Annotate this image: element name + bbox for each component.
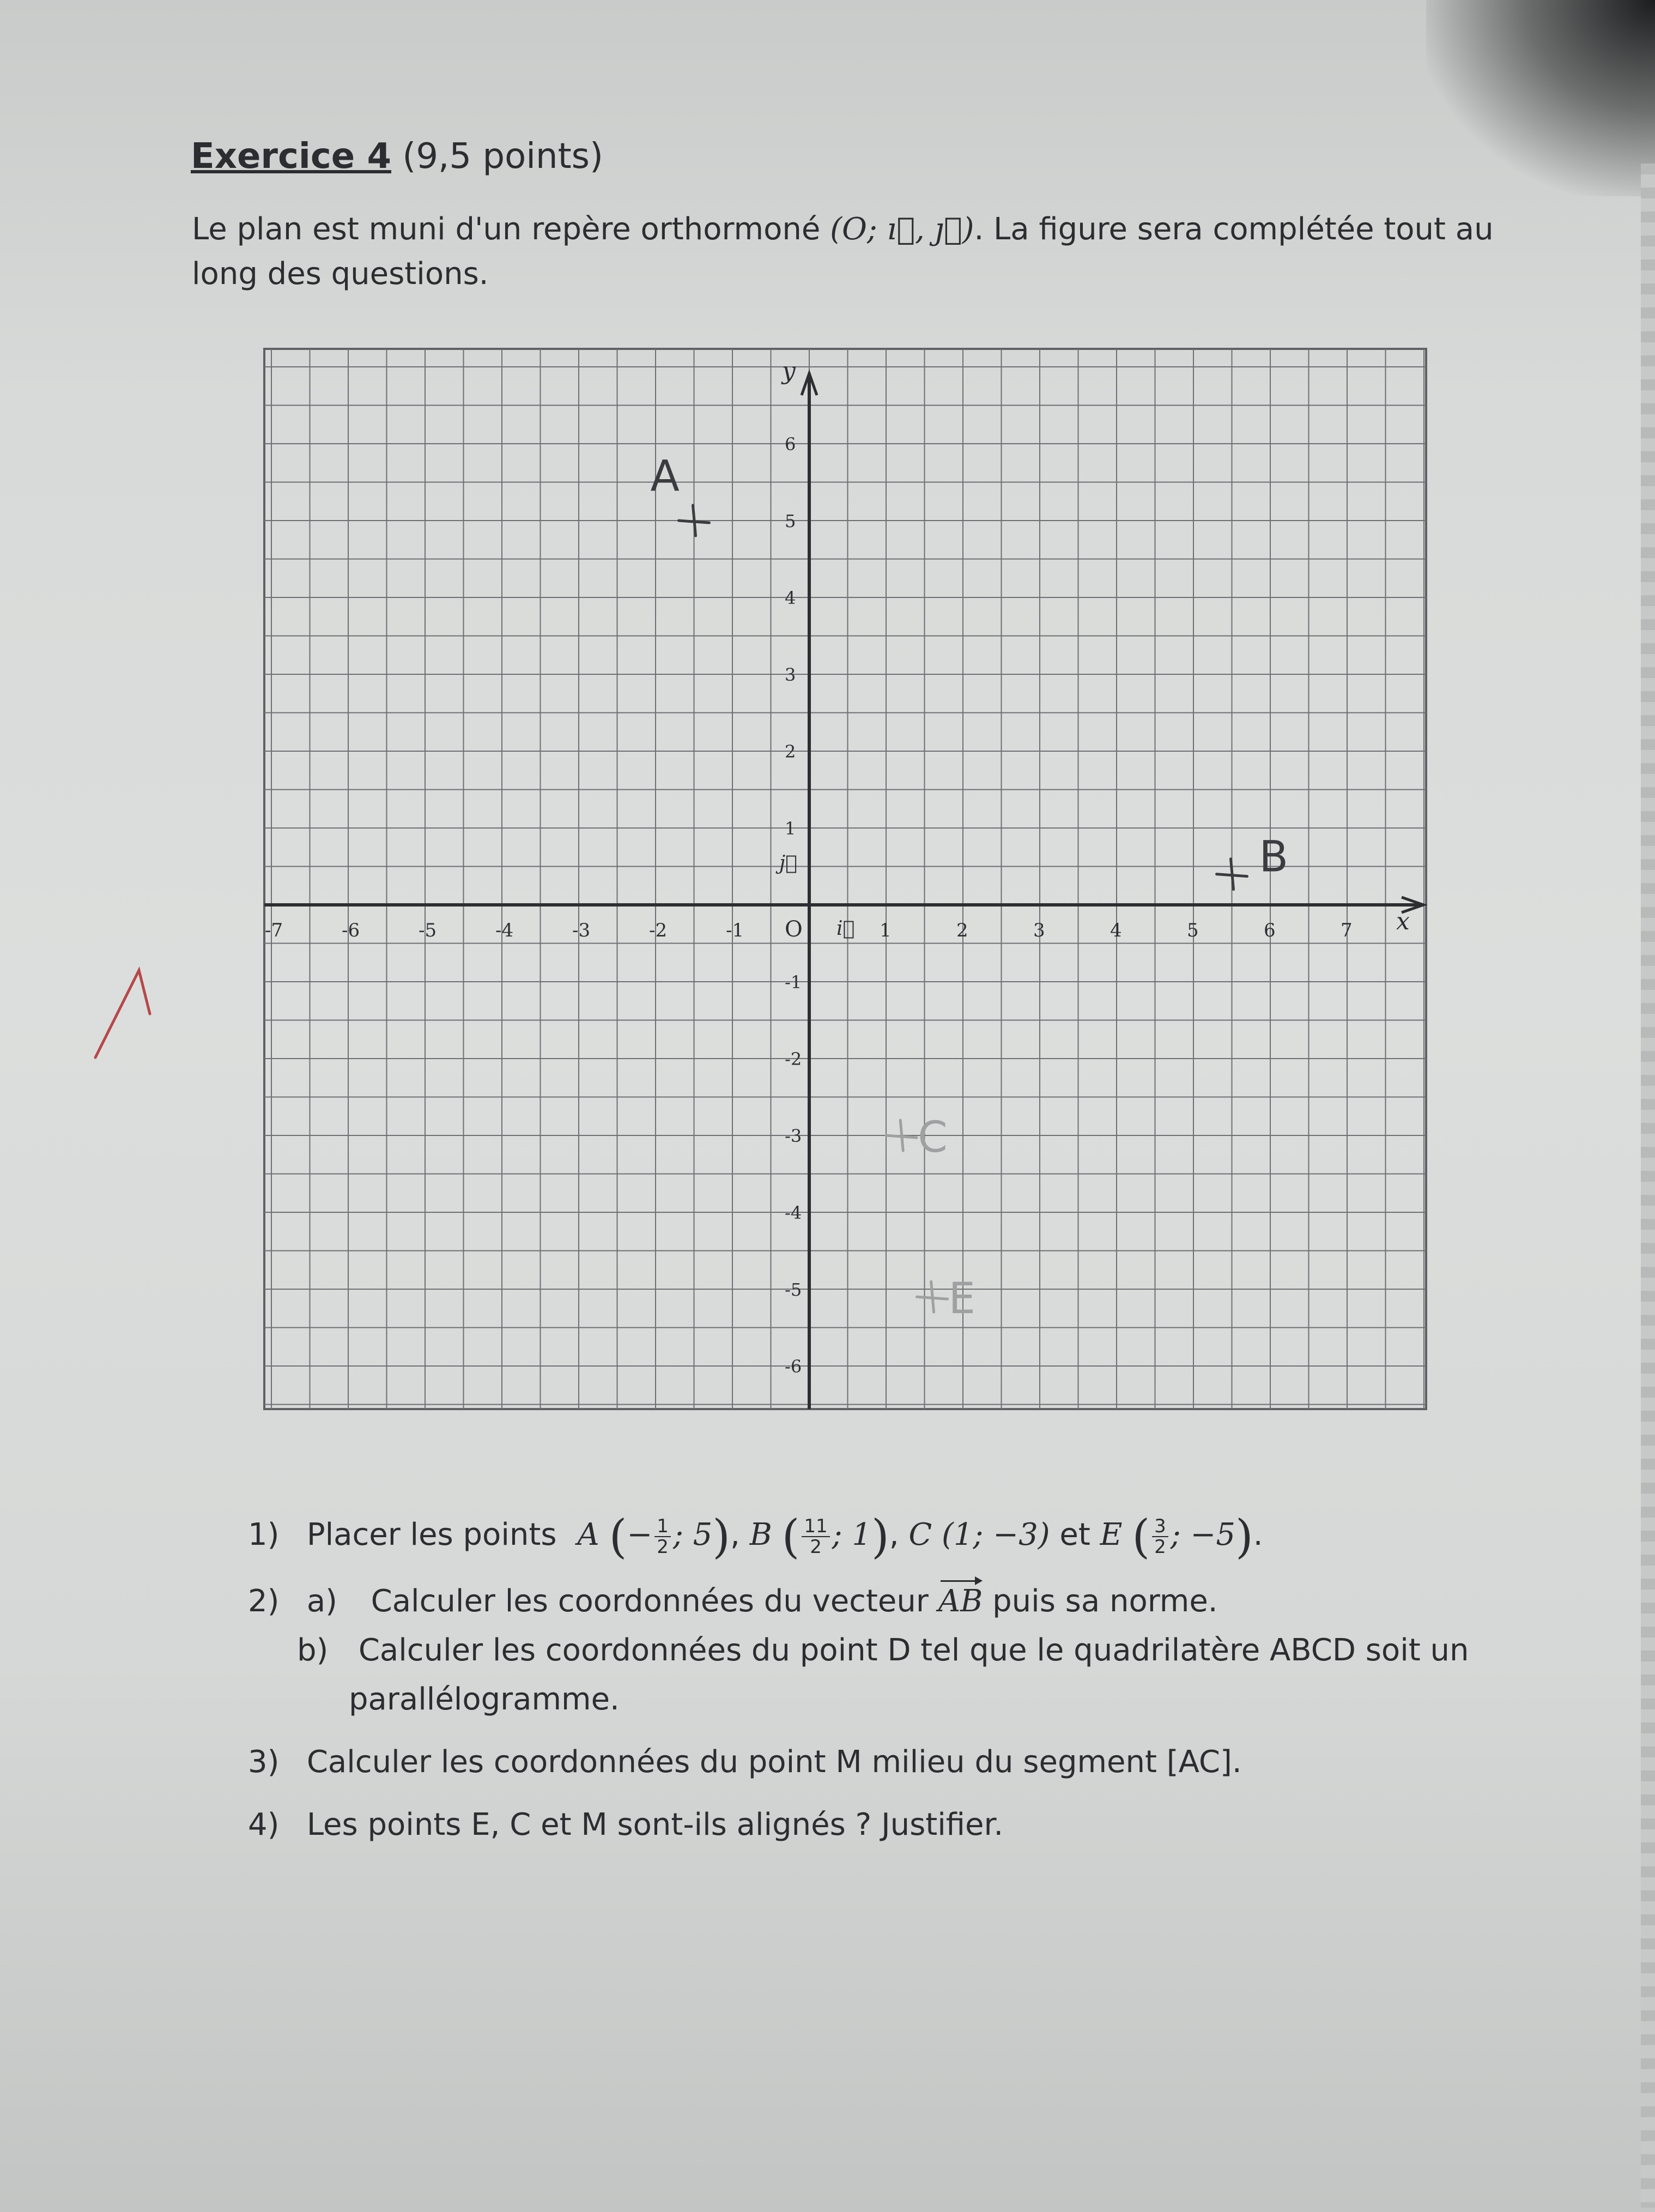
q1-A-den: 2 [657,1536,669,1558]
intro-text-before: Le plan est muni d'un repère orthormoné [192,211,821,247]
q1-B-rest: ; 1 [832,1517,871,1553]
i-vector-label: i⃗ [836,917,855,940]
paren-open: ( [781,1510,800,1563]
q3-number: 3) [248,1744,280,1780]
q1-E-rest: ; −5 [1170,1517,1235,1553]
x-tick-label: 7 [1341,920,1353,941]
q2a-text-after: puis sa norme. [992,1584,1218,1619]
paren-close: ) [1235,1510,1253,1563]
y-axis-label: y [782,357,796,385]
x-tick-label: 4 [1110,920,1122,941]
question-2b-continued [349,1682,620,1717]
y-tick-label: 6 [785,434,796,455]
y-tick-label: -5 [785,1279,802,1300]
grid-lines [264,349,1426,1409]
j-vector-label: j⃗ [779,852,797,874]
handwritten-marks [651,452,1289,1323]
x-tick-label: -7 [265,920,283,941]
q1-text: Placer les points [306,1517,557,1553]
origin-label: O [785,917,803,942]
exercise-number: Exercice 4 [191,136,391,177]
x-tick-label: -6 [342,920,360,941]
q2b-line2: parallélogramme. [349,1682,620,1717]
x-tick-label: 2 [956,920,968,941]
q1-E-num: 3 [1152,1516,1168,1537]
paren-open: ( [609,1510,627,1563]
exercise-points: (9,5 points) [402,136,603,177]
paren-close: ) [712,1510,731,1563]
question-4 [248,1807,1003,1842]
x-tick-label: -1 [726,920,744,941]
q1-point-B: B [749,1517,772,1553]
intro-frame: (O; ı⃗, ȷ⃗) [830,211,974,247]
q2b-line1: Calculer les coordonnées du point D tel que le quadrilatère ABCD soit un [358,1633,1469,1668]
q3-text: Calculer les coordonnées du point M milieu du segment [AC]. [306,1744,1242,1780]
q1-point-E: E [1100,1517,1123,1553]
q1-B-num: 11 [802,1516,829,1537]
x-tick-label: -3 [572,920,591,941]
q1-et: et [1059,1517,1090,1553]
q2a-text-before: Calculer les coordonnées du vecteur [371,1584,929,1619]
q2a-vector-AB: AB [938,1584,983,1619]
x-tick-label: -5 [419,920,437,941]
q1-A-rest: ; 5 [672,1517,713,1553]
q1-A-num: 1 [654,1516,671,1537]
y-tick-label: 3 [785,664,796,685]
paren-close: ) [871,1510,889,1563]
grid-border [264,349,1426,1409]
question-3 [248,1744,1242,1780]
x-tick-label: -4 [495,920,514,941]
q2-number: 2) [248,1584,280,1619]
y-tick-label: -6 [785,1356,802,1377]
question-2a [248,1584,1218,1619]
point-cross-A [693,505,696,536]
point-cross-E [931,1282,934,1312]
intro-text-after: . La figure sera complétée tout au long des questions. [192,211,1494,292]
point-label-E: E [948,1274,975,1324]
y-tick-label: -4 [785,1202,802,1223]
q1-A-fraction [654,1516,671,1557]
point-cross-B [1231,859,1234,890]
q1-B-fraction [802,1516,829,1557]
q2a-label: a) [306,1584,337,1619]
x-tick-label: 1 [880,920,892,941]
red-correction-mark [95,970,150,1057]
y-tick-label: -2 [785,1049,802,1069]
q2b-label: b) [297,1633,329,1668]
point-label-A: A [650,452,680,501]
point-cross-C [900,1120,903,1151]
q4-text: Les points E, C et M sont-ils alignés ? Justifier. [306,1807,1004,1842]
question-1: 1) Placer les points A (− $\frac{1}{2}$ ; 5), B ( $\frac{11}{2}$ ; 1), C (1; −3) et E ( $\frac{3}{2}$ ; −5). [248,1510,1263,1563]
q1-E-den: 2 [1154,1536,1166,1558]
axes [264,373,1423,1409]
minus-sign: − [627,1517,653,1553]
x-tick-label: 5 [1187,920,1199,941]
y-tick-label: 4 [785,588,796,608]
paren-open: ( [1132,1510,1150,1563]
y-tick-label: 5 [785,511,796,531]
q4-number: 4) [248,1807,280,1842]
point-label-C: C [918,1113,948,1162]
x-tick-label: 3 [1033,920,1045,941]
y-tick-label: 1 [785,818,796,839]
question-2b [297,1633,1469,1668]
q1-B-den: 2 [810,1536,822,1558]
y-tick-label: -1 [785,972,802,993]
x-axis-label: x [1396,908,1410,935]
q1-number: 1) [248,1517,280,1553]
y-tick-label: 2 [785,741,796,762]
q1-point-C: C (1; −3) [908,1517,1050,1553]
q1-point-A: A [577,1517,599,1553]
point-label-B: B [1259,832,1289,882]
q1-E-fraction [1152,1516,1168,1557]
y-tick-label: -3 [785,1126,802,1146]
x-tick-label: 6 [1264,920,1276,941]
x-tick-label: -2 [649,920,668,941]
